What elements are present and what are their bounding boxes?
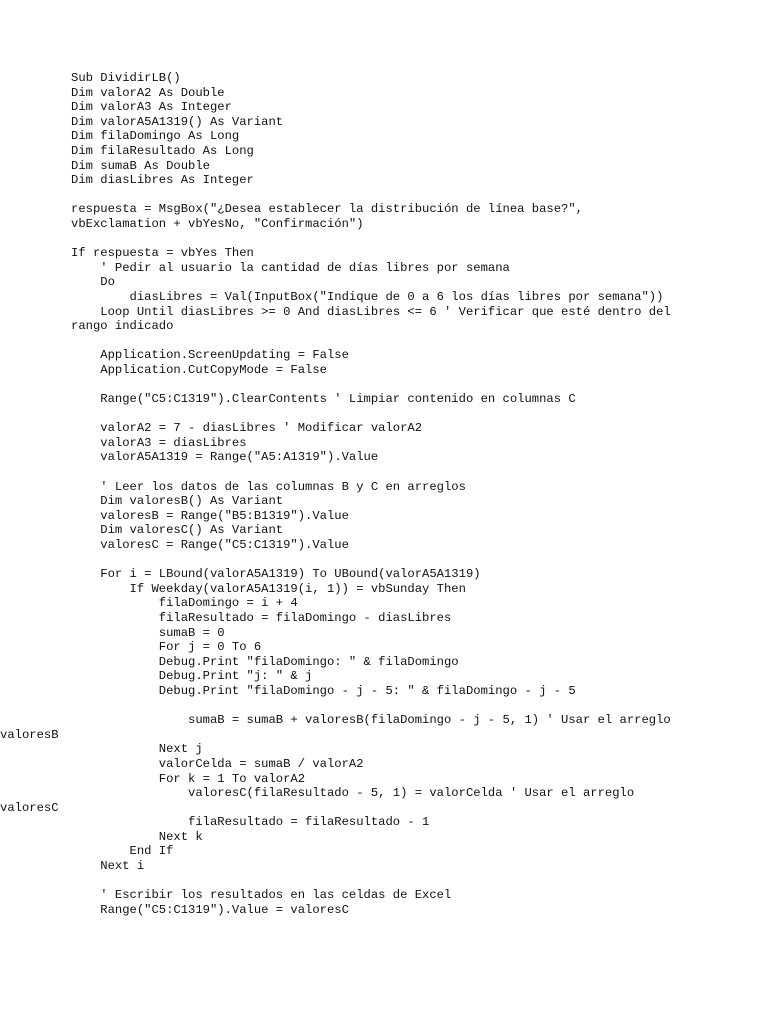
code-line: End If xyxy=(71,844,174,859)
code-line: Dim valoresC() As Variant xyxy=(71,523,284,538)
code-line: Range("C5:C1319").Value = valoresC xyxy=(71,902,349,917)
code-line: Next i xyxy=(71,859,145,874)
blank-line xyxy=(71,699,711,714)
blank-line xyxy=(71,465,711,480)
code-line: Dim filaResultado As Long xyxy=(71,143,254,158)
blank-line xyxy=(71,334,711,349)
vba-code-block xyxy=(0,71,711,917)
code-line: Dim sumaB As Double xyxy=(71,158,210,173)
code-line: vbExclamation + vbYesNo, "Confirmación") xyxy=(71,216,364,231)
code-line-continuation: valoresB xyxy=(0,727,59,742)
code-line: Application.CutCopyMode = False xyxy=(71,362,327,377)
code-line: valorCelda = sumaB / valorA2 xyxy=(71,756,364,771)
blank-line xyxy=(71,553,711,568)
code-line: filaDomingo = i + 4 xyxy=(71,596,298,611)
code-line: For i = LBound(valorA5A1319) To UBound(valorA5A1319) xyxy=(71,567,481,582)
code-line: valorA3 = diasLibres xyxy=(71,435,247,450)
blank-line xyxy=(71,377,711,392)
code-line: Next j xyxy=(71,742,203,757)
comment-line: ' Pedir al usuario la cantidad de días libres por semana xyxy=(71,260,510,275)
code-line: Dim valorA2 As Double xyxy=(71,85,225,100)
blank-line xyxy=(71,232,711,247)
blank-line xyxy=(71,188,711,203)
code-line: filaResultado = filaResultado - 1 xyxy=(71,815,430,830)
code-line: sumaB = 0 xyxy=(71,625,225,640)
code-line: Do xyxy=(71,275,115,290)
code-line: For k = 1 To valorA2 xyxy=(71,771,306,786)
code-line: respuesta = MsgBox("¿Desea establecer la distribución de línea base?", xyxy=(71,202,583,217)
code-line: sumaB = sumaB + valoresB(filaDomingo - j - 5, 1) ' Usar el arreglo xyxy=(71,713,671,728)
code-line: Dim diasLibres As Integer xyxy=(71,173,254,188)
code-line: For j = 0 To 6 xyxy=(71,640,262,655)
code-line: Dim valorA5A1319() As Variant xyxy=(71,114,284,129)
code-line: Application.ScreenUpdating = False xyxy=(71,348,349,363)
code-line: Range("C5:C1319").ClearContents ' Limpiar contenido en columnas C xyxy=(71,392,576,407)
code-line: valoresB = Range("B5:B1319").Value xyxy=(71,508,349,523)
code-line: valorA5A1319 = Range("A5:A1319").Value xyxy=(71,450,379,465)
code-line: Debug.Print "filaDomingo - j - 5: " & filaDomingo - j - 5 xyxy=(71,683,576,698)
code-line-continuation: rango indicado xyxy=(71,319,174,334)
code-line: Debug.Print "filaDomingo: " & filaDomingo xyxy=(71,654,459,669)
code-line: Next k xyxy=(71,829,203,844)
blank-line xyxy=(71,874,711,889)
code-line: diasLibres = Val(InputBox("Indique de 0 a 6 los días libres por semana")) xyxy=(71,289,664,304)
code-line: filaResultado = filaDomingo - diasLibres xyxy=(71,610,452,625)
code-line: Dim valoresB() As Variant xyxy=(71,494,284,509)
blank-line xyxy=(71,407,711,422)
code-line: If respuesta = vbYes Then xyxy=(71,246,254,261)
code-line: Dim filaDomingo As Long xyxy=(71,129,240,144)
code-line: Debug.Print "j: " & j xyxy=(71,669,313,684)
code-line: Loop Until diasLibres >= 0 And diasLibres <= 6 ' Verificar que esté dentro del xyxy=(71,304,671,319)
code-line: valorA2 = 7 - diasLibres ' Modificar valorA2 xyxy=(71,421,423,436)
comment-line: ' Escribir los resultados en las celdas de Excel xyxy=(71,888,452,903)
code-line: Sub DividirLB() xyxy=(71,71,181,85)
code-line: If Weekday(valorA5A1319(i, 1)) = vbSunday Then xyxy=(71,581,466,596)
code-line: Dim valorA3 As Integer xyxy=(71,100,232,115)
code-line: valoresC = Range("C5:C1319").Value xyxy=(71,538,349,552)
comment-line: ' Leer los datos de las columnas B y C en arreglos xyxy=(71,479,466,494)
code-line: valoresC(filaResultado - 5, 1) = valorCelda ' Usar el arreglo xyxy=(71,786,635,801)
code-line-continuation: valoresC xyxy=(0,800,59,815)
